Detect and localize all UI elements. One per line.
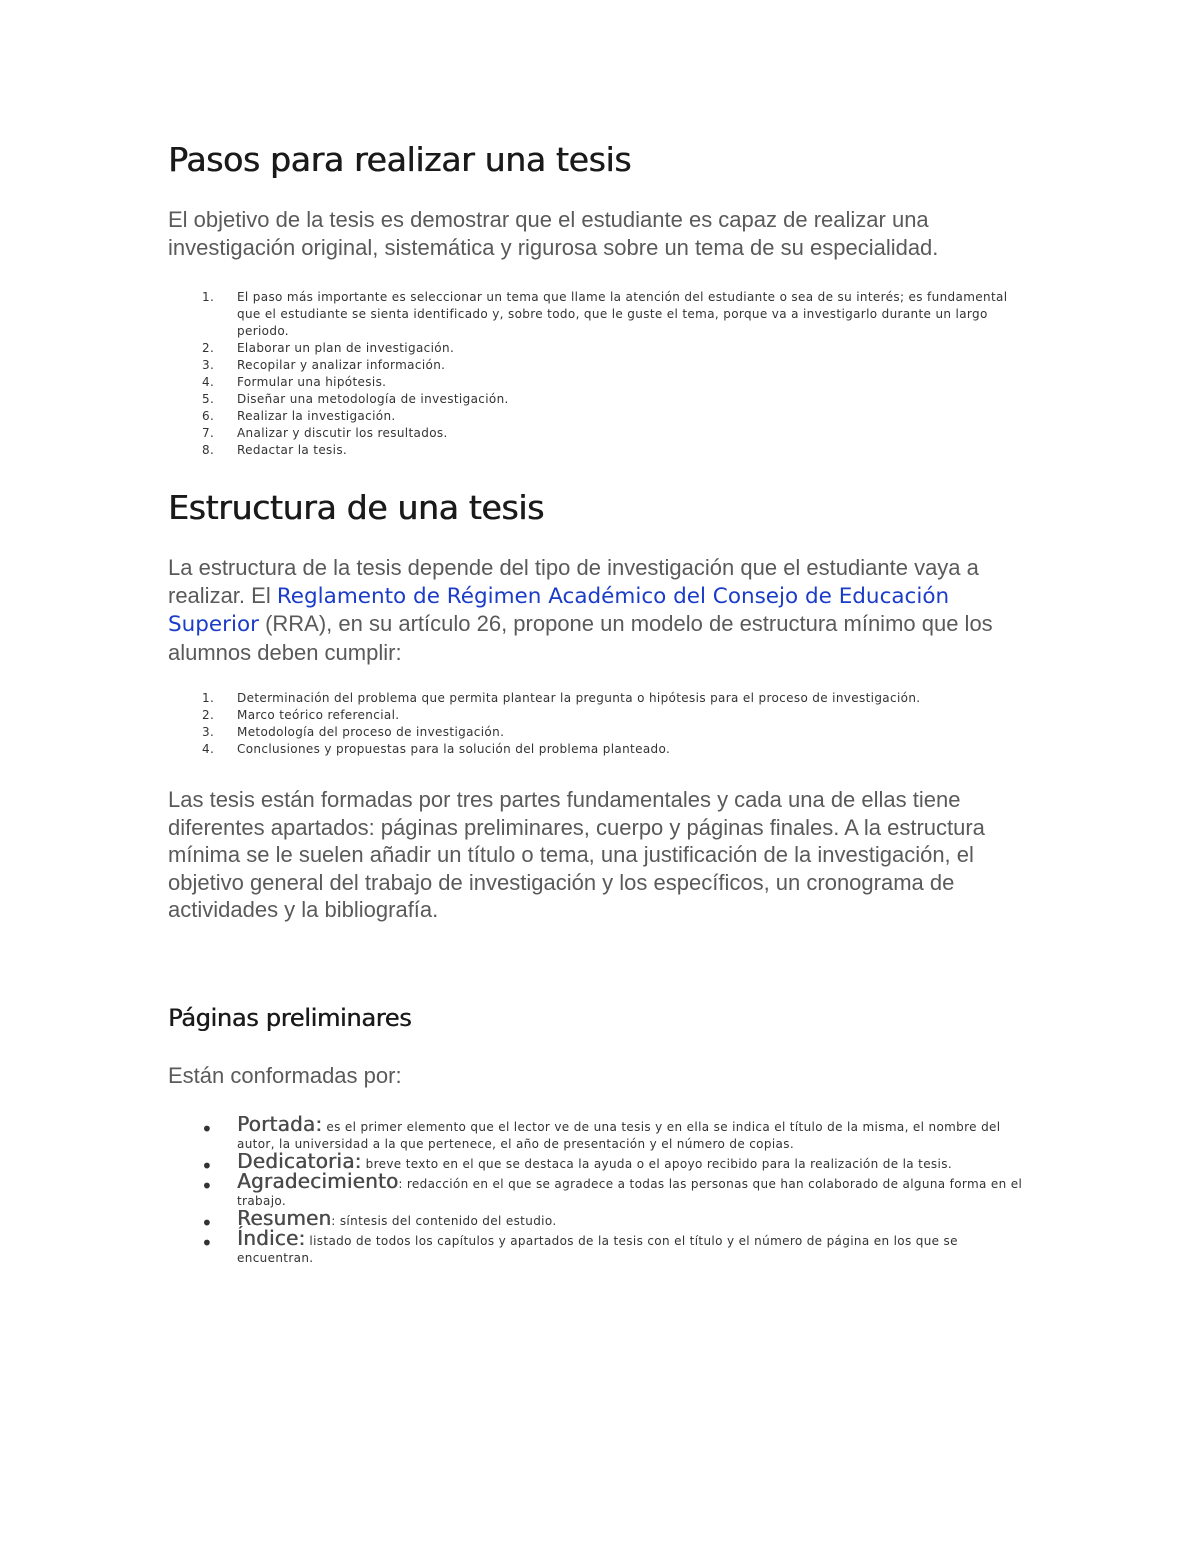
paragraph-conformadas: Están conformadas por: <box>168 1063 402 1088</box>
structure-list <box>168 690 1028 758</box>
steps-list <box>168 289 1028 459</box>
list-item: • Resumen: síntesis del contenido del estudio. <box>201 1206 557 1235</box>
bullet-icon: • <box>201 1211 214 1235</box>
paragraph-objetivo: El objetivo de la tesis es demostrar que el estudiante es capaz de realizar una investigación original, sistemática y rigurosa sobre un tema de su especialidad. <box>168 207 939 260</box>
bullet-icon: • <box>201 1174 214 1198</box>
heading-paginas-preliminares: Páginas preliminares <box>168 1004 412 1032</box>
list-item: 4. Formular una hipótesis. <box>202 375 387 389</box>
bullet-icon: • <box>201 1231 214 1255</box>
reglamento-link[interactable]: Reglamento de Régimen Académico del Consejo de Educación Superior <box>168 583 950 637</box>
list-item: 8. Redactar la tesis. <box>202 443 348 457</box>
list-item: • Portada: es el primer elemento que el lector ve de una tesis y en ella se indica el título de la misma, el nombre del autor, la universidad a la que pertenece, el año de presentación y el número de copias. <box>201 1112 1001 1151</box>
heading-pasos: Pasos para realizar una tesis <box>168 140 632 179</box>
list-item: 7. Analizar y discutir los resultados. <box>202 426 448 440</box>
list-item: 6. Realizar la investigación. <box>202 409 396 423</box>
preliminary-list <box>168 1112 1028 1267</box>
list-item: • Agradecimiento: redacción en el que se agradece a todas las personas que han colaborado de alguna forma en el trabajo. <box>201 1169 1023 1208</box>
list-item: 1. Determinación del problema que permita plantear la pregunta o hipótesis para el proceso de investigación. <box>202 691 921 705</box>
list-item: 5. Diseñar una metodología de investigación. <box>202 392 509 406</box>
list-item: 4. Conclusiones y propuestas para la solución del problema planteado. <box>202 742 671 756</box>
list-item: • Dedicatoria: breve texto en el que se destaca la ayuda o el apoyo recibido para la realización de la tesis. <box>201 1149 952 1178</box>
bullet-icon: • <box>201 1117 214 1141</box>
list-item: • Índice: listado de todos los capítulos y apartados de la tesis con el título y el número de página en los que se encuentran. <box>201 1226 958 1265</box>
paragraph-partes: Las tesis están formadas por tres partes fundamentales y cada una de ellas tiene diferentes apartados: páginas preliminares, cuerpo y páginas finales. A la estructura mínima se le suelen añadir un título o tema, una justificación de la investigación, el objetivo general del trabajo de investigación y los específicos, un cronograma de actividades y la bibliografía. <box>168 787 985 922</box>
heading-estructura: Estructura de una tesis <box>168 488 544 527</box>
list-item: 3. Metodología del proceso de investigación. <box>202 725 505 739</box>
paragraph-estructura: La estructura de la tesis depende del tipo de investigación que el estudiante vaya a realizar. El Reglamento de Régimen Académico del Consejo de Educación Superior (RRA), en su artículo 26, propone un modelo de estructura mínimo que los alumnos deben cumplir: <box>168 555 993 665</box>
list-item: 2. Elaborar un plan de investigación. <box>202 341 455 355</box>
bullet-icon: • <box>201 1154 214 1178</box>
list-item: 1. El paso más importante es seleccionar un tema que llame la atención del estudiante o sea de su interés; es fundamental que el estudiante se sienta identificado y, sobre todo, que le guste el tema, porque va a investigarlo durante un largo periodo. <box>202 290 1008 338</box>
list-item: 2. Marco teórico referencial. <box>202 708 400 722</box>
list-item: 3. Recopilar y analizar información. <box>202 358 446 372</box>
